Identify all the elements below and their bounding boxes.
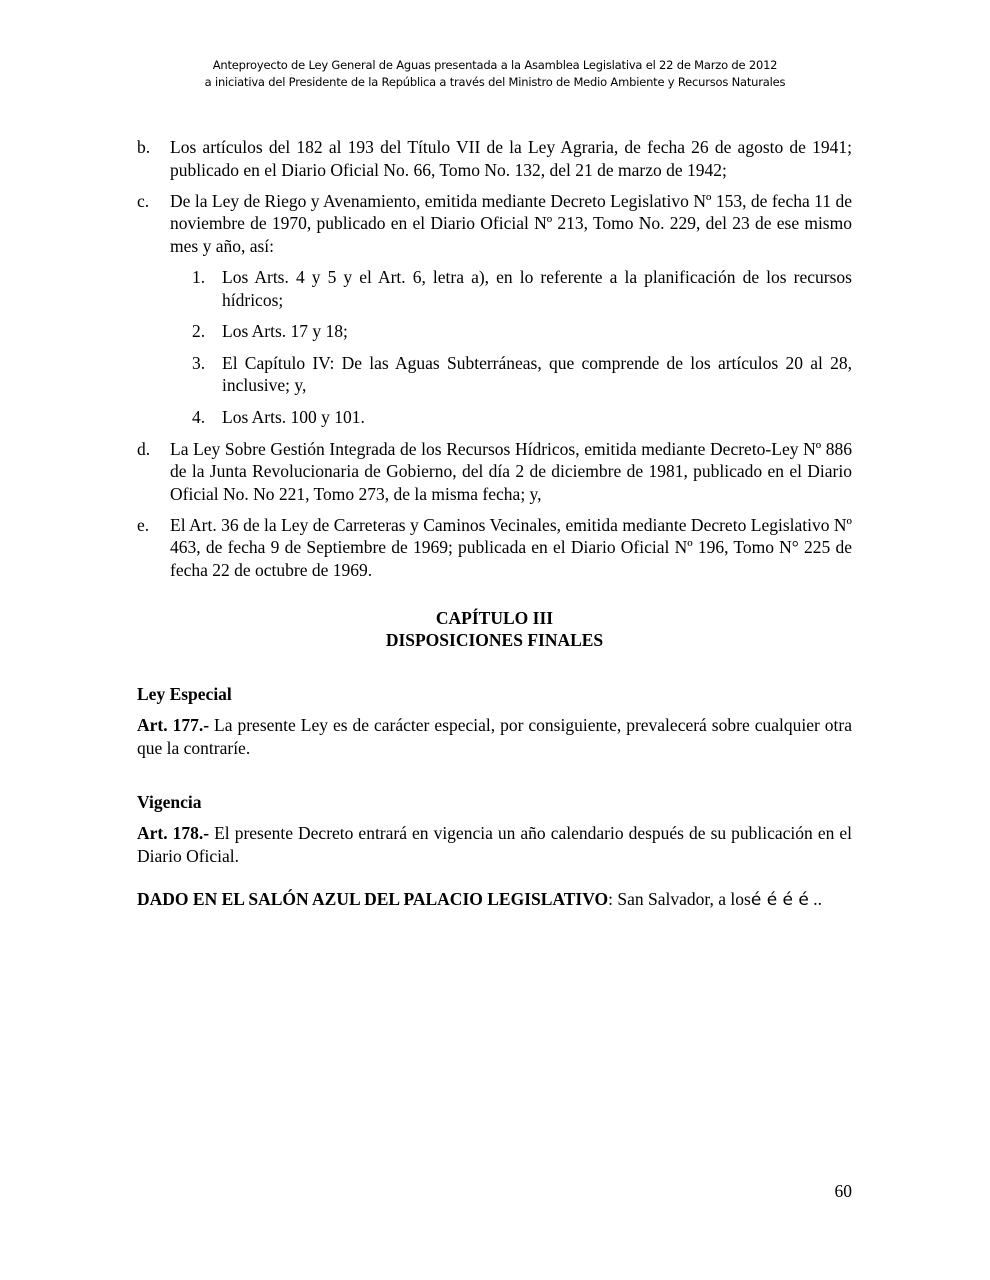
list-marker: d. xyxy=(137,438,151,459)
section-heading-ley-especial: Ley Especial xyxy=(137,683,232,704)
sublist-item-text: Los Arts. 100 y 101. xyxy=(222,406,365,427)
article-text: La presente Ley es de carácter especial, por consiguiente, prevalecerá sobre cualquier otra que la contraríe. xyxy=(137,715,852,758)
list-item-e xyxy=(137,514,852,582)
chapter-subtitle: DISPOSICIONES FINALES xyxy=(385,630,604,651)
closing-ending: .. xyxy=(808,889,823,910)
closing-text: : San Salvador, a los xyxy=(608,889,751,910)
page-number: 60 xyxy=(834,1181,852,1201)
list-item-text: El Art. 36 de la Ley de Carreteras y Caminos Vecinales, emitida mediante Decreto Legislativo Nº 463, de fecha 9 de Septiembre de 1969; publicada en el Diario Oficial Nº 196, Tomo N° 225 de fecha 22 de octubre de 1969. xyxy=(170,514,852,580)
closing-label: DADO EN EL SALÓN AZUL DEL PALACIO LEGISLATIVO xyxy=(137,889,609,910)
header-line-1: Anteproyecto de Ley General de Aguas presentada a la Asamblea Legislativa el 22 de Marzo de 2012 xyxy=(212,58,778,72)
list-item-d xyxy=(137,438,852,506)
section-heading-vigencia: Vigencia xyxy=(137,791,202,812)
sublist-item-text: Los Arts. 17 y 18; xyxy=(222,321,348,342)
sublist-item-text: El Capítulo IV: De las Aguas Subterráneas, que comprende de los artículos 20 al 28, inclusive; y, xyxy=(222,352,852,396)
list-marker: c. xyxy=(137,190,150,211)
page-header xyxy=(0,57,990,91)
list-item-c xyxy=(137,190,852,258)
chapter-title: CAPÍTULO III xyxy=(435,607,554,628)
sublist-marker: 4. xyxy=(192,406,206,427)
header-line-2: a iniciativa del Presidente de la República a través del Ministro de Medio Ambiente y Recursos Naturales xyxy=(204,75,786,89)
list-item-text: La Ley Sobre Gestión Integrada de los Recursos Hídricos, emitida mediante Decreto-Ley Nº 886 de la Junta Revolucionaria de Gobierno, del día 2 de diciembre de 1981, publicado en el Diario Oficial No. No 221, Tomo 273, de la misma fecha; y, xyxy=(170,438,852,504)
list-marker: b. xyxy=(137,137,151,157)
article-label: Art. 178.- xyxy=(137,823,210,844)
list-item-text: De la Ley de Riego y Avenamiento, emitida mediante Decreto Legislativo Nº 153, de fecha 11 de noviembre de 1970, publicado en el Diario Oficial Nº 213, Tomo No. 229, del 23 de ese mismo mes y año, así: xyxy=(170,190,852,256)
sublist-item xyxy=(192,406,852,429)
closing-statement xyxy=(137,888,852,912)
article-text: El presente Decreto entrará en vigencia un año calendario después de su publicación en el Diario Oficial. xyxy=(137,823,852,866)
article-178 xyxy=(137,822,852,867)
sublist-item-text: Los Arts. 4 y 5 y el Art. 6, letra a), en lo referente a la planificación de los recursos hídricos; xyxy=(222,266,852,310)
sublist-marker: 1. xyxy=(192,266,206,287)
sublist-item xyxy=(192,320,852,343)
list-marker: e. xyxy=(137,514,150,535)
list-item-text: Los artículos del 182 al 193 del Título VII de la Ley Agraria, de fecha 26 de agosto de 1941; publicado en el Diario Oficial No. 66, Tomo No. 132, del 21 de marzo de 1942; xyxy=(170,137,852,180)
sublist-c xyxy=(192,266,852,429)
article-label: Art. 177.- xyxy=(137,715,210,736)
closing-blanks: é é é é xyxy=(750,890,809,911)
sublist-marker: 2. xyxy=(192,321,206,342)
sublist-marker: 3. xyxy=(192,352,206,373)
sublist-item xyxy=(192,352,852,397)
article-177 xyxy=(137,714,852,759)
list-item-b xyxy=(137,136,852,181)
sublist-item xyxy=(192,266,852,311)
document-body xyxy=(137,136,852,912)
chapter-heading xyxy=(137,607,852,652)
